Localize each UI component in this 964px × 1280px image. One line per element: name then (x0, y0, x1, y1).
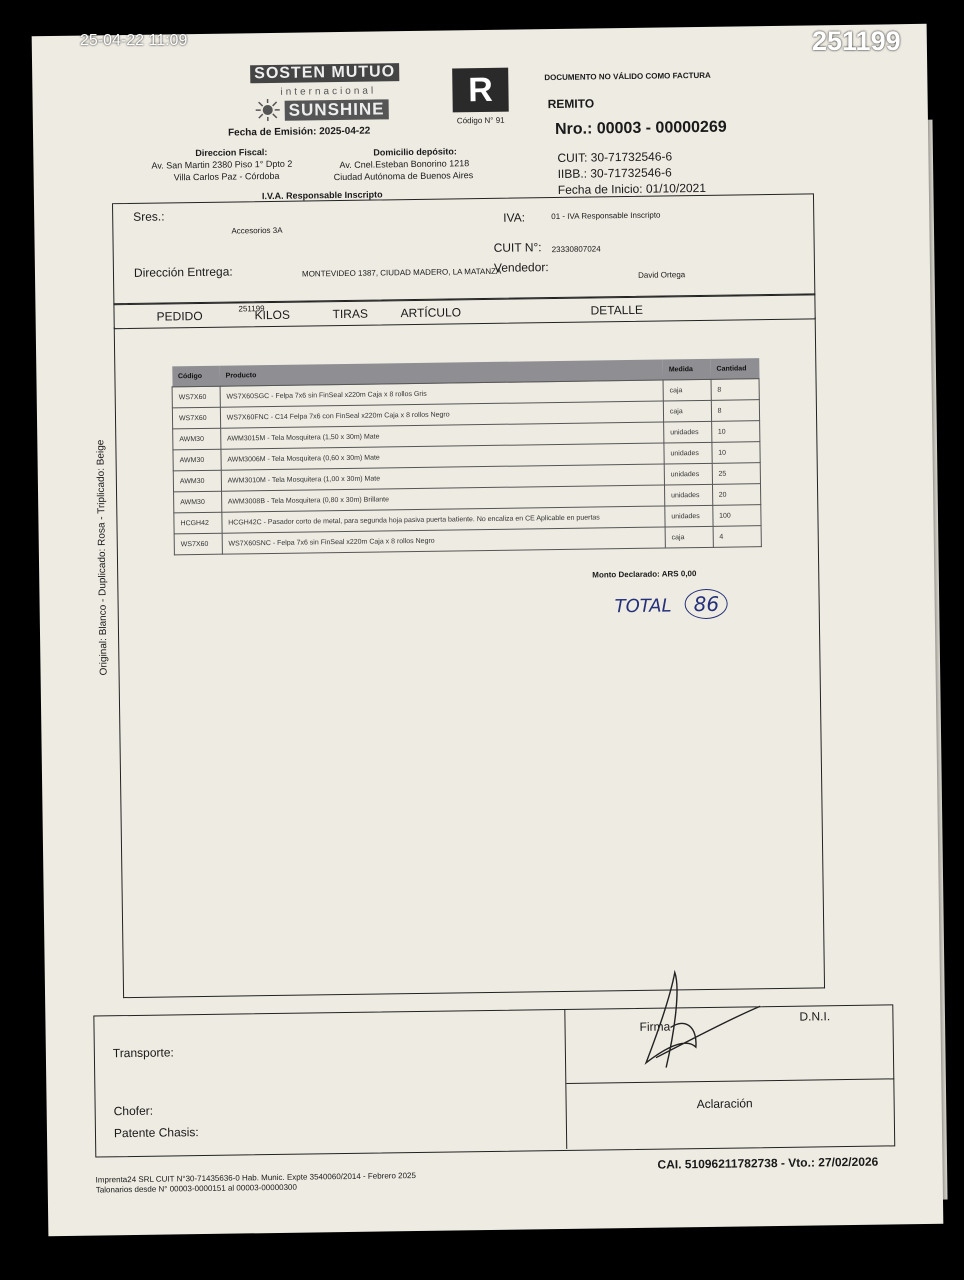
signature-divider (566, 1078, 894, 1084)
imprenta-line2: Talonarios desde N° 00003-0000151 al 00003-00000300 (95, 1182, 297, 1195)
cell-producto: WS7X60SNC - Felpa 7x6 sin FinSeal x220m Caja x 8 rollos Negro (222, 527, 665, 554)
cuit-label: CUIT N°: (493, 240, 542, 255)
cell-producto: WS7X60SGC - Felpa 7x6 sin FinSeal x220m Caja x 8 rollos Gris (220, 380, 663, 407)
fiscal-address-line2: Villa Carlos Paz - Córdoba (173, 170, 280, 183)
col-pedido: PEDIDO (156, 308, 203, 324)
direccion-label: Dirección Entrega: (133, 264, 233, 280)
cell-cantidad: 20 (712, 484, 761, 506)
fiscal-address-label: Direccion Fiscal: (195, 147, 268, 159)
aclaracion-label: Aclaración (696, 1096, 753, 1112)
cell-medida: caja (663, 379, 711, 401)
deposito-line2: Ciudad Autónoma de Buenos Aires (333, 170, 474, 183)
remito-number: Nro.: 00003 - 00000269 (554, 118, 727, 139)
fecha-emision: Fecha de Emisión: 2025-04-22 (227, 125, 371, 139)
order-id-overlay: 251199 (812, 26, 901, 56)
handwritten-signature (625, 966, 767, 1078)
header-codigo: Código (172, 366, 220, 387)
cell-codigo: HCGH42 (174, 512, 222, 534)
items-table (171, 358, 762, 555)
company-logo-top: SOSTEN MUTUO (250, 63, 399, 83)
copy-color-note: Original: Blanco - Duplicado: Rosa - Triplicado: Beige (95, 439, 110, 676)
company-brand-logo: SUNSHINE (285, 99, 389, 120)
cell-codigo: AWM30 (173, 428, 221, 450)
col-articulo: ARTÍCULO (400, 305, 462, 321)
cell-codigo: AWM30 (173, 449, 221, 471)
footer-box (93, 1004, 895, 1157)
cell-codigo: WS7X60 (174, 533, 222, 555)
col-detalle: DETALLE (590, 302, 644, 318)
cell-codigo: AWM30 (173, 470, 221, 492)
company-logo-sub: internacional (280, 85, 377, 98)
timestamp-overlay: 25-04-22 11:09 (80, 32, 188, 49)
transporte-label: Transporte: (112, 1045, 174, 1061)
not-valid-invoice-note: DOCUMENTO NO VÁLIDO COMO FACTURA (544, 70, 711, 83)
cell-cantidad: 4 (713, 526, 762, 548)
cell-medida: unidades (665, 505, 713, 527)
imprenta-line1: Imprenta24 SRL CUIT N°30-71435636-0 Hab. Munic. Expte 3540060/2014 - Febrero 2025 (95, 1171, 416, 1185)
header-producto: Producto (219, 360, 662, 387)
client-box (112, 193, 815, 305)
cell-producto: AWM3010M - Tela Mosquitera (1,00 x 30m) Mate (221, 464, 664, 491)
deposito-label: Domicilio depósito: (373, 146, 457, 158)
cell-cantidad: 10 (712, 442, 761, 464)
codigo-number: Código N° 91 (456, 115, 505, 126)
deposito-line1: Av. Cnel.Esteban Bonorino 1218 (339, 158, 470, 171)
remito-title: REMITO (547, 96, 595, 112)
direccion-value: MONTEVIDEO 1387, CIUDAD MADERO, LA MATANZA (301, 266, 502, 279)
header-medida: Medida (663, 359, 711, 380)
monto-declarado: Monto Declarado: ARS 0,00 (592, 569, 697, 580)
chofer-label: Chofer: (113, 1103, 154, 1119)
fiscal-address-line1: Av. San Martin 2380 Piso 1° Dpto 2 (151, 158, 293, 171)
items-area (114, 317, 825, 998)
cell-producto: HCGH42C - Pasador corto de metal, para segunda hoja pasiva puerta batiente. No encaliza en CE Aplicable en puertas (222, 506, 665, 533)
cell-codigo: WS7X60 (172, 386, 220, 408)
cell-medida: caja (663, 400, 711, 422)
patente-label: Patente Chasis: (113, 1125, 199, 1141)
cell-codigo: WS7X60 (172, 407, 220, 429)
company-cuit: CUIT: 30-71732546-6 (557, 149, 673, 165)
cell-cantidad: 8 (711, 379, 760, 401)
header-cantidad: Cantidad (710, 358, 759, 379)
dni-label: D.N.I. (799, 1009, 831, 1024)
cuit-value: 23330807024 (551, 244, 601, 255)
iva-responsable: I.V.A. Responsable Inscripto (261, 189, 383, 202)
cell-medida: unidades (664, 463, 712, 485)
sres-value: Accesorios 3A (231, 225, 283, 236)
cell-codigo: AWM30 (174, 491, 222, 513)
iva-value: 01 - IVA Responsable Inscripto (551, 210, 661, 222)
cell-producto: AWM3006M - Tela Mosquitera (0,60 x 30m) Mate (221, 443, 664, 470)
vendedor-label: Vendedor: (493, 260, 549, 275)
firma-label: Firma (639, 1019, 671, 1034)
sun-icon (253, 99, 283, 126)
sres-label: Sres.: (133, 209, 165, 224)
col-tiras: TIRAS (332, 306, 369, 322)
cell-cantidad: 100 (712, 505, 761, 527)
pedido-number: 251199 (238, 304, 265, 314)
signature-area (564, 1004, 895, 1149)
cell-producto: AWM3015M - Tela Mosquitera (1,50 x 30m) Mate (220, 422, 663, 449)
handwritten-total: TOTAL (614, 595, 672, 618)
company-iibb: IIBB.: 30-71732546-6 (557, 165, 672, 181)
cell-cantidad: 10 (711, 421, 760, 443)
cell-producto: WS7X60FNC - C14 Felpa 7x6 con FinSeal x220m Caja x 8 rollos Negro (220, 401, 663, 428)
cell-cantidad: 8 (711, 400, 760, 422)
cell-producto: AWM3008B - Tela Mosquitera (0,80 x 30m) Brillante (221, 485, 664, 512)
cell-medida: caja (665, 526, 713, 548)
vendedor-value: David Ortega (638, 270, 686, 280)
cai-number: CAI. 51096211782738 - Vto.: 27/02/2026 (657, 1154, 879, 1172)
cell-medida: unidades (664, 442, 712, 464)
fecha-inicio: Fecha de Inicio: 01/10/2021 (557, 180, 707, 197)
document-letter-box: R (452, 68, 509, 113)
col-kilos: KILOS (254, 307, 291, 323)
cell-medida: unidades (664, 484, 712, 506)
cell-cantidad: 25 (712, 463, 761, 485)
handwritten-total-value: 86 (684, 589, 728, 620)
cell-medida: unidades (664, 421, 712, 443)
iva-label: IVA: (503, 210, 526, 225)
remito-document (32, 24, 944, 1236)
